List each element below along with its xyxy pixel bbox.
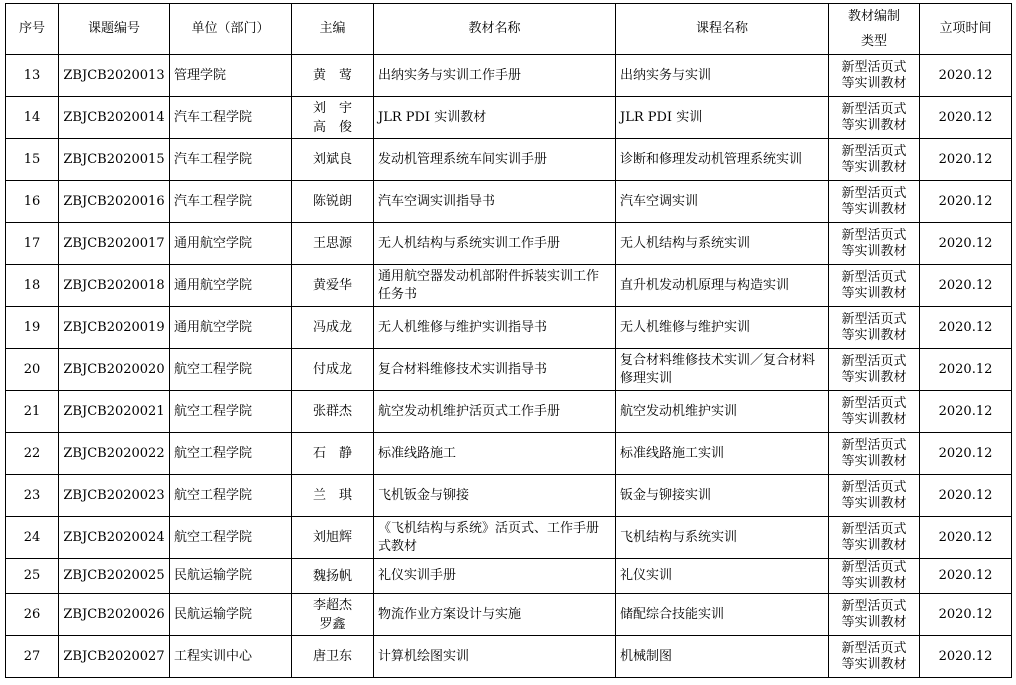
table-row: [6, 181, 1012, 223]
row-seq: 14: [6, 97, 59, 139]
row-date: 2020.12: [920, 97, 1012, 139]
table-row: [6, 223, 1012, 265]
row-editor: [292, 265, 374, 307]
row-editor: [292, 223, 374, 265]
row-date: 2020.12: [920, 475, 1012, 517]
header-type-line2: 类型: [860, 34, 887, 49]
row-type: [829, 517, 920, 559]
row-textbook: 汽车空调实训指导书: [374, 181, 616, 223]
row-textbook: 通用航空器发动机部附件拆装实训工作任务书: [374, 265, 616, 307]
row-code: ZBJCB2020027: [59, 636, 170, 678]
row-unit: 汽车工程学院: [170, 97, 292, 139]
row-unit: 航空工程学院: [170, 349, 292, 391]
row-type-line2: 等实训教材: [841, 614, 907, 630]
row-unit: 通用航空学院: [170, 265, 292, 307]
row-editor: [292, 55, 374, 97]
row-code: ZBJCB2020021: [59, 391, 170, 433]
row-course: JLR PDI 实训: [616, 97, 829, 139]
row-editor: [292, 636, 374, 678]
row-date: 2020.12: [920, 181, 1012, 223]
row-seq: 17: [6, 223, 59, 265]
row-textbook: 航空发动机维护活页式工作手册: [374, 391, 616, 433]
row-seq: 16: [6, 181, 59, 223]
row-editor-name: 黄 莺: [312, 68, 352, 83]
row-seq: 21: [6, 391, 59, 433]
row-date: 2020.12: [920, 223, 1012, 265]
table-row: [6, 265, 1012, 307]
row-date: 2020.12: [920, 559, 1012, 594]
row-course: 飞机结构与系统实训: [616, 517, 829, 559]
row-editor-name: 魏扬帆: [312, 568, 352, 584]
row-unit: 汽车工程学院: [170, 139, 292, 181]
table-row: [6, 349, 1012, 391]
row-course: 直升机发动机原理与构造实训: [616, 265, 829, 307]
row-type: [829, 559, 920, 594]
row-unit: 航空工程学院: [170, 391, 292, 433]
row-editor: [292, 475, 374, 517]
row-unit: 航空工程学院: [170, 433, 292, 475]
row-course: 无人机维修与维护实训: [616, 307, 829, 349]
row-editor: [292, 391, 374, 433]
row-seq: 26: [6, 594, 59, 636]
row-type-line1: 新型活页式: [841, 185, 907, 201]
row-course: 储配综合技能实训: [616, 594, 829, 636]
row-date: 2020.12: [920, 265, 1012, 307]
row-type-line2: 等实训教材: [841, 201, 907, 217]
row-code: ZBJCB2020014: [59, 97, 170, 139]
row-course: 出纳实务与实训: [616, 55, 829, 97]
row-editor-name: 黄爱华: [312, 278, 352, 293]
table-row: [6, 97, 1012, 139]
row-editor-name: 刘斌良: [312, 152, 352, 167]
row-type-line2: 等实训教材: [841, 117, 907, 133]
table-row: [6, 559, 1012, 594]
row-editor-name: 李超杰 罗鑫: [312, 597, 352, 632]
row-type-line2: 等实训教材: [841, 327, 907, 343]
header-editor: 主编: [292, 4, 374, 55]
row-date: 2020.12: [920, 433, 1012, 475]
row-editor-name: 陈锐朗: [312, 194, 352, 209]
header-seq: 序号: [6, 4, 59, 55]
row-code: ZBJCB2020016: [59, 181, 170, 223]
row-unit: 通用航空学院: [170, 307, 292, 349]
row-unit: 航空工程学院: [170, 475, 292, 517]
row-textbook: JLR PDI 实训教材: [374, 97, 616, 139]
header-type-line1: 教材编制: [847, 9, 900, 24]
row-type-line1: 新型活页式: [841, 479, 907, 495]
row-type-line2: 等实训教材: [841, 243, 907, 259]
table-row: [6, 391, 1012, 433]
row-seq: 20: [6, 349, 59, 391]
table-row: [6, 475, 1012, 517]
row-editor: [292, 139, 374, 181]
row-textbook: 复合材料维修技术实训指导书: [374, 349, 616, 391]
row-unit: 工程实训中心: [170, 636, 292, 678]
row-editor: [292, 517, 374, 559]
row-code: ZBJCB2020020: [59, 349, 170, 391]
row-seq: 13: [6, 55, 59, 97]
row-editor-name: 付成龙: [312, 362, 352, 377]
row-type-line1: 新型活页式: [841, 598, 907, 614]
row-editor: [292, 559, 374, 594]
row-date: 2020.12: [920, 636, 1012, 678]
row-course: 诊断和修理发动机管理系统实训: [616, 139, 829, 181]
row-seq: 19: [6, 307, 59, 349]
row-seq: 15: [6, 139, 59, 181]
row-editor-name: 冯成龙: [312, 320, 352, 335]
table-row: [6, 594, 1012, 636]
row-code: ZBJCB2020017: [59, 223, 170, 265]
row-code: ZBJCB2020013: [59, 55, 170, 97]
header-row: [6, 4, 1012, 55]
row-type-line1: 新型活页式: [841, 311, 907, 327]
row-textbook: 计算机绘图实训: [374, 636, 616, 678]
row-type-line1: 新型活页式: [841, 353, 907, 369]
row-type-line2: 等实训教材: [841, 453, 907, 469]
row-textbook: 物流作业方案设计与实施: [374, 594, 616, 636]
row-date: 2020.12: [920, 139, 1012, 181]
row-seq: 23: [6, 475, 59, 517]
row-date: 2020.12: [920, 55, 1012, 97]
row-code: ZBJCB2020026: [59, 594, 170, 636]
row-seq: 24: [6, 517, 59, 559]
row-type: [829, 349, 920, 391]
row-editor: [292, 307, 374, 349]
row-textbook: 无人机维修与维护实训指导书: [374, 307, 616, 349]
row-type: [829, 139, 920, 181]
row-editor-name: 王思源: [312, 236, 352, 251]
row-editor: [292, 181, 374, 223]
header-type: [829, 4, 920, 55]
row-textbook: 发动机管理系统车间实训手册: [374, 139, 616, 181]
row-textbook: 无人机结构与系统实训工作手册: [374, 223, 616, 265]
row-date: 2020.12: [920, 517, 1012, 559]
row-editor-name: 刘旭辉: [312, 530, 352, 545]
row-date: 2020.12: [920, 594, 1012, 636]
row-type-line1: 新型活页式: [841, 101, 907, 117]
table-row: [6, 307, 1012, 349]
table-row: [6, 139, 1012, 181]
row-editor: [292, 97, 374, 139]
row-type-line1: 新型活页式: [841, 269, 907, 285]
row-editor-name: 张群杰: [312, 404, 352, 419]
row-type-line1: 新型活页式: [841, 640, 907, 656]
row-code: ZBJCB2020023: [59, 475, 170, 517]
row-type: [829, 433, 920, 475]
row-textbook: 出纳实务与实训工作手册: [374, 55, 616, 97]
row-course: 礼仪实训: [616, 559, 829, 594]
row-type: [829, 55, 920, 97]
row-type-line1: 新型活页式: [841, 437, 907, 453]
row-date: 2020.12: [920, 349, 1012, 391]
row-seq: 27: [6, 636, 59, 678]
row-editor-name: 刘 宇 高 俊: [312, 100, 352, 135]
row-type-line2: 等实训教材: [841, 369, 907, 385]
row-type: [829, 223, 920, 265]
row-textbook: 飞机钣金与铆接: [374, 475, 616, 517]
row-course: 钣金与铆接实训: [616, 475, 829, 517]
row-unit: 民航运输学院: [170, 559, 292, 594]
row-code: ZBJCB2020025: [59, 559, 170, 594]
row-type-line2: 等实训教材: [841, 285, 907, 301]
row-unit: 民航运输学院: [170, 594, 292, 636]
row-editor: [292, 349, 374, 391]
row-type: [829, 181, 920, 223]
table-row: [6, 636, 1012, 678]
row-seq: 22: [6, 433, 59, 475]
row-type-line1: 新型活页式: [841, 395, 907, 411]
row-editor-name: 兰 琪: [312, 488, 352, 503]
row-type: [829, 265, 920, 307]
row-type: [829, 391, 920, 433]
header-course: 课程名称: [616, 4, 829, 55]
row-editor-name: 石 静: [312, 446, 352, 461]
row-type-line2: 等实训教材: [841, 411, 907, 427]
row-type-line1: 新型活页式: [841, 521, 907, 537]
row-code: ZBJCB2020019: [59, 307, 170, 349]
table-row: [6, 517, 1012, 559]
row-course: 汽车空调实训: [616, 181, 829, 223]
table-row: [6, 433, 1012, 475]
row-type-line2: 等实训教材: [841, 537, 907, 553]
row-type-line1: 新型活页式: [841, 227, 907, 243]
row-code: ZBJCB2020018: [59, 265, 170, 307]
row-type-line2: 等实训教材: [841, 656, 907, 672]
row-type: [829, 636, 920, 678]
row-course: 标准线路施工实训: [616, 433, 829, 475]
row-type-line2: 等实训教材: [841, 75, 907, 91]
row-seq: 18: [6, 265, 59, 307]
row-type-line1: 新型活页式: [841, 143, 907, 159]
project-table: [5, 3, 1012, 678]
row-unit: 管理学院: [170, 55, 292, 97]
header-date: 立项时间: [920, 4, 1012, 55]
row-editor-name: 唐卫东: [312, 649, 352, 664]
row-date: 2020.12: [920, 307, 1012, 349]
row-type-line1: 新型活页式: [841, 59, 907, 75]
row-type-line2: 等实训教材: [841, 159, 907, 175]
row-editor: [292, 433, 374, 475]
row-code: ZBJCB2020015: [59, 139, 170, 181]
row-textbook: 标准线路施工: [374, 433, 616, 475]
row-type: [829, 594, 920, 636]
row-date: 2020.12: [920, 391, 1012, 433]
row-course: 无人机结构与系统实训: [616, 223, 829, 265]
row-type-line2: 等实训教材: [841, 495, 907, 511]
row-code: ZBJCB2020022: [59, 433, 170, 475]
row-type: [829, 307, 920, 349]
row-code: ZBJCB2020024: [59, 517, 170, 559]
row-course: 复合材料维修技术实训／复合材料修理实训: [616, 349, 829, 391]
row-type: [829, 475, 920, 517]
row-unit: 汽车工程学院: [170, 181, 292, 223]
row-seq: 25: [6, 559, 59, 594]
row-course: 航空发动机维护实训: [616, 391, 829, 433]
table-row: [6, 55, 1012, 97]
row-unit: 航空工程学院: [170, 517, 292, 559]
header-textbook: 教材名称: [374, 4, 616, 55]
row-unit: 通用航空学院: [170, 223, 292, 265]
row-textbook: 《飞机结构与系统》活页式、工作手册式教材: [374, 517, 616, 559]
row-type-line2: 等实训教材: [841, 576, 907, 591]
row-textbook: 礼仪实训手册: [374, 559, 616, 594]
header-unit: 单位（部门）: [170, 4, 292, 55]
row-type-line1: 新型活页式: [841, 560, 907, 575]
row-type: [829, 97, 920, 139]
row-editor: [292, 594, 374, 636]
row-course: 机械制图: [616, 636, 829, 678]
header-code: 课题编号: [59, 4, 170, 55]
